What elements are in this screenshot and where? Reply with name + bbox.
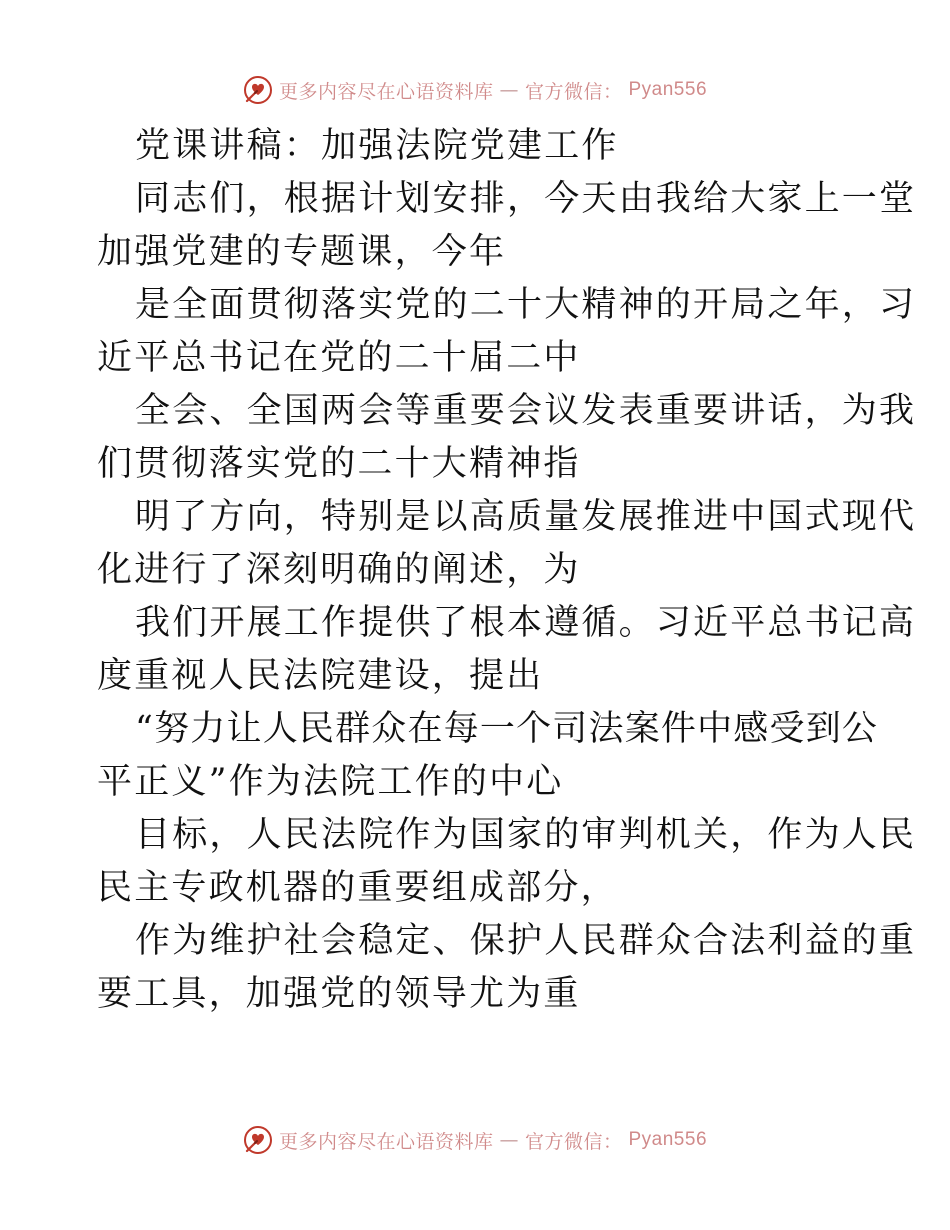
paragraph-line: 我们开展工作提供了根本遵循。习近平总书记高 xyxy=(135,603,917,643)
paragraph-line: 全会、全国两会等重要会议发表重要讲话，为我 xyxy=(135,391,917,431)
paragraph-line: “努力让人民群众在每一个司法案件中感受到公 xyxy=(135,709,879,749)
paragraph-line: 目标，人民法院作为国家的审判机关，作为人民 xyxy=(135,815,917,855)
paragraph-line: 化进行了深刻明确的阐述，为 xyxy=(97,550,581,590)
paragraph-line: 作为维护社会稳定、保护人民群众合法利益的重 xyxy=(135,921,917,961)
paragraph-line: 要工具，加强党的领导尤为重 xyxy=(97,974,581,1014)
pen-heart-logo-icon xyxy=(243,75,273,105)
watermark-text: 更多内容尽在心语资料库 xyxy=(278,1130,494,1153)
paragraph-line: 同志们，根据计划安排，今天由我给大家上一堂 xyxy=(135,179,917,219)
paragraph-line: 明了方向，特别是以高质量发展推进中国式现代 xyxy=(135,497,917,537)
watermark-header xyxy=(0,72,950,108)
paragraph-line: 平正义”作为法院工作的中心 xyxy=(97,762,564,802)
paragraph-line: 们贯彻落实党的二十大精神指 xyxy=(97,444,581,484)
paragraph-line: 加强党建的专题课，今年 xyxy=(97,232,507,272)
watermark-label: 官方微信： xyxy=(524,80,623,103)
watermark-dash: — xyxy=(499,79,519,101)
watermark-footer xyxy=(0,1122,950,1158)
paragraph-line: 民主专政机器的重要组成部分， xyxy=(97,868,618,908)
paragraph-line: 近平总书记在党的二十届二中 xyxy=(97,338,581,378)
document-title: 党课讲稿：加强法院党建工作 xyxy=(135,126,619,166)
watermark-id: Pyan556 xyxy=(628,1129,708,1150)
paragraph-line: 度重视人民法院建设，提出 xyxy=(97,656,544,696)
watermark-id: Pyan556 xyxy=(628,79,708,100)
watermark-dash: — xyxy=(499,1129,519,1151)
paragraph-line: 是全面贯彻落实党的二十大精神的开局之年，习 xyxy=(135,285,917,325)
watermark-text: 更多内容尽在心语资料库 xyxy=(278,80,494,103)
watermark-label: 官方微信： xyxy=(524,1130,623,1153)
pen-heart-logo-icon xyxy=(243,1125,273,1155)
document-body xyxy=(97,120,917,1021)
